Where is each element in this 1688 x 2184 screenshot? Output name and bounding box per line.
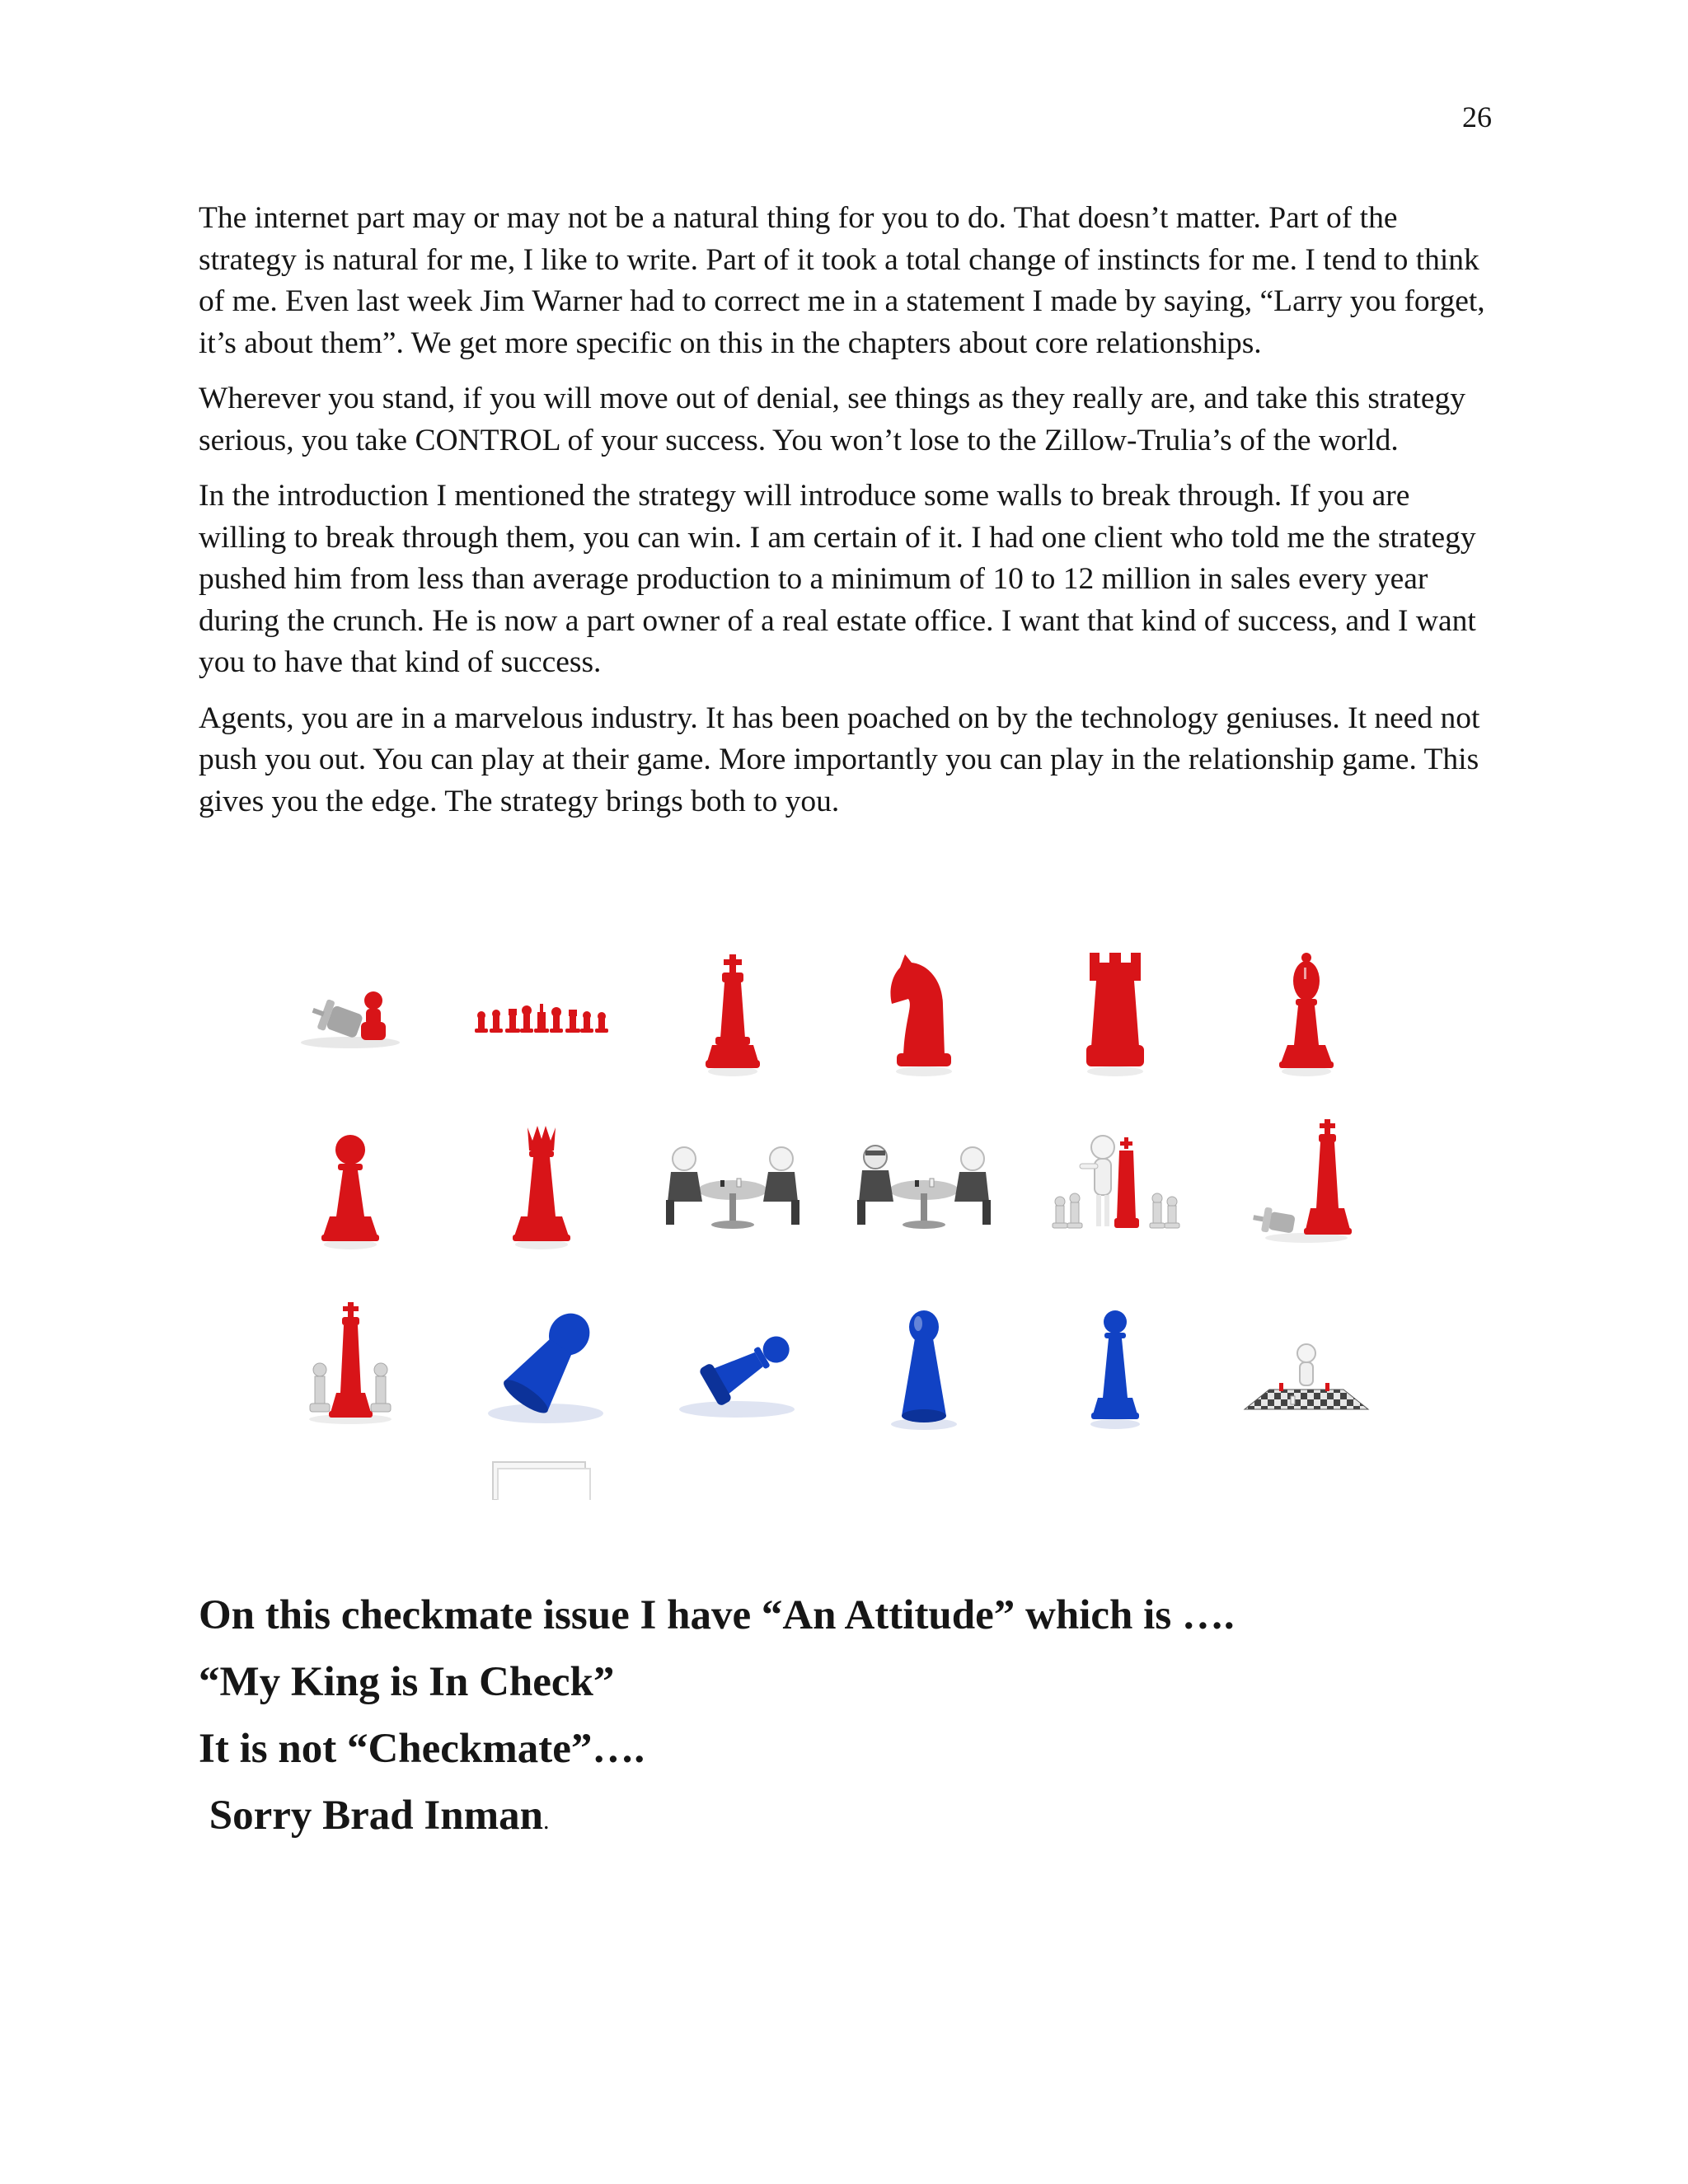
person-on-chessboard-icon <box>1228 1294 1385 1442</box>
paragraph: The internet part may or may not be a natural thing for you to do. That doesn’t matter. Part of the strategy is natural for me, I like to write. Part of it took a total change of instincts for me. I tend to think of me. Even last week Jim Warner had to correct me in a statement I made by saying, “Larry you forget, it’s about them”. We get more specific on this in the chapters about core relationships. <box>199 201 1485 360</box>
page-number: 26 <box>1462 101 1492 134</box>
blue-fallen-game-piece-icon <box>463 1294 620 1442</box>
red-queen-icon <box>463 1113 620 1261</box>
attitude-closing-line <box>199 1783 1501 1854</box>
body-text <box>199 198 1501 837</box>
blue-game-piece-icon <box>846 1294 1002 1442</box>
red-king-icon <box>654 940 811 1088</box>
red-bishop-icon <box>1228 940 1385 1088</box>
people-playing-chess-alt-icon <box>846 1113 1002 1261</box>
pawn-row-icon <box>463 940 620 1088</box>
attitude-line: “My King is In Check” <box>199 1659 615 1705</box>
people-playing-chess-icon <box>654 1113 811 1261</box>
attitude-closing-period: . <box>542 1807 550 1835</box>
paragraph: Wherever you stand, if you will move out of denial, see things as they really are, and take this strategy serious, you take CONTROL of your success. You won’t lose to the Zillow-Trulia’s of the world. <box>199 382 1466 457</box>
red-knight-icon <box>846 940 1002 1088</box>
slide-thumbnail-icon <box>463 1451 620 1500</box>
blue-fallen-pawn-icon <box>654 1294 811 1442</box>
attitude-line: On this checkmate issue I have “An Attitude” which is …. <box>199 1592 1235 1638</box>
paragraph: In the introduction I mentioned the strategy will introduce some walls to break through. If you are willing to break through them, you can win. I am certain of it. I had one client who told me the strategy pushed him from less than average production to a minimum of 10 to 12 million in sales every year during the crunch. He is now a part owner of a real estate office. I want that kind of success, and I want you to have that kind of success. <box>199 479 1476 679</box>
attitude-statement <box>199 1582 1501 1854</box>
fallen-king-and-pawn-icon <box>272 940 429 1088</box>
king-with-fallen-king-icon <box>1228 1113 1385 1261</box>
blue-pawn-icon <box>1037 1294 1193 1442</box>
king-between-pawns-icon <box>272 1294 429 1442</box>
paragraph: Agents, you are in a marvelous industry. It has been poached on by the technology geniuses. It need not push you out. You can play at their game. More importantly you can play in the relationship game. This gives you the edge. The strategy brings both to you. <box>199 701 1480 818</box>
attitude-line: It is not “Checkmate”…. <box>199 1726 645 1772</box>
attitude-closing-text: Sorry Brad Inman <box>199 1793 543 1839</box>
person-with-chess-pieces-icon <box>1037 1113 1193 1261</box>
red-pawn-icon <box>272 1113 429 1261</box>
chess-clipart-grid <box>272 940 1409 1516</box>
red-rook-icon <box>1037 940 1193 1088</box>
